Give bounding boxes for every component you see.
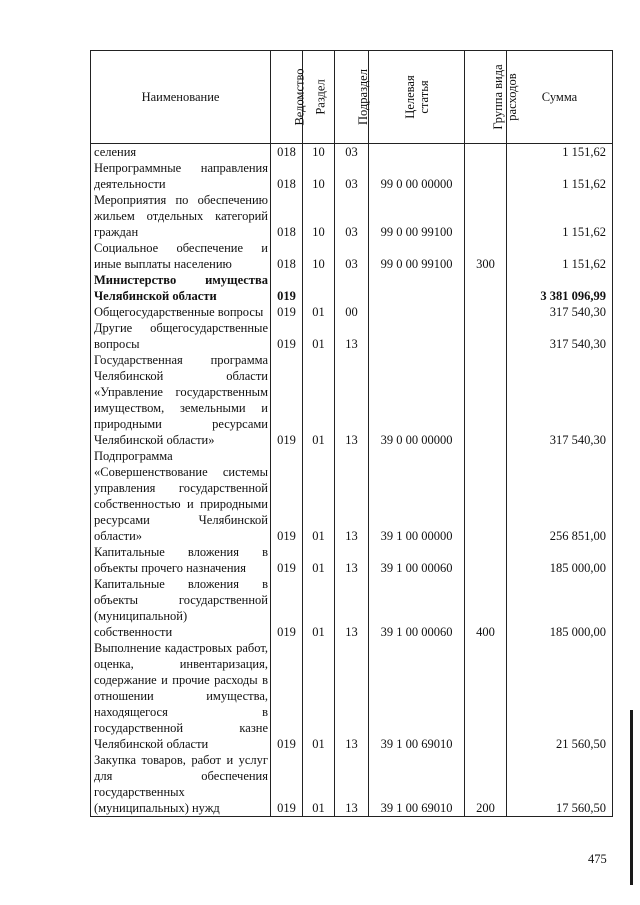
table-row [91,272,613,304]
col-header-celevaya: Целевая статья [369,51,465,144]
cell-ved: 019 [271,352,303,448]
cell-name: Министерство имущества Челябинской области [91,272,271,304]
cell-cs: 39 1 00 00060 [369,576,465,640]
cell-name: Непрограммные направления деятельности [91,160,271,192]
col-header-name: Наименование [91,51,271,144]
cell-cs: 39 1 00 00060 [369,544,465,576]
cell-sum: 185 000,00 [507,544,613,576]
cell-sum: 1 151,62 [507,240,613,272]
cell-gr: 400 [465,576,507,640]
table-row [91,320,613,352]
cell-gr [465,160,507,192]
cell-sum: 17 560,50 [507,752,613,817]
cell-name: Капитальные вложения в объекты прочего назначения [91,544,271,576]
cell-raz: 10 [303,160,335,192]
cell-ved: 018 [271,192,303,240]
cell-pod: 13 [335,576,369,640]
cell-ved: 018 [271,144,303,161]
cell-ved: 019 [271,544,303,576]
cell-ved: 019 [271,640,303,752]
cell-raz: 10 [303,144,335,161]
cell-name: Мероприятия по обеспечению жильем отдельных категорий граждан [91,192,271,240]
cell-ved: 019 [271,304,303,320]
table-header-row [91,51,613,144]
cell-pod: 13 [335,544,369,576]
cell-raz: 10 [303,240,335,272]
cell-gr [465,144,507,161]
col-header-vedomstvo: Ведомство [271,51,303,144]
cell-sum: 21 560,50 [507,640,613,752]
page-number: 475 [588,852,607,866]
cell-pod: 03 [335,192,369,240]
cell-pod: 03 [335,160,369,192]
cell-sum: 1 151,62 [507,144,613,161]
cell-cs: 99 0 00 99100 [369,240,465,272]
cell-name: Другие общегосударственные вопросы [91,320,271,352]
cell-pod: 13 [335,448,369,544]
cell-raz: 10 [303,192,335,240]
cell-ved: 019 [271,320,303,352]
cell-raz: 01 [303,448,335,544]
cell-sum: 1 151,62 [507,192,613,240]
cell-cs: 39 1 00 69010 [369,752,465,817]
cell-gr [465,304,507,320]
table-row [91,160,613,192]
cell-pod: 03 [335,240,369,272]
cell-name: Подпрограмма «Совершенствование системы управления государственной собственностью и природными ресурсами Челябинской области» [91,448,271,544]
cell-sum: 317 540,30 [507,304,613,320]
table-row [91,576,613,640]
cell-name: Социальное обеспечение и иные выплаты населению [91,240,271,272]
table-body [91,144,613,817]
cell-ved: 019 [271,448,303,544]
cell-cs: 99 0 00 00000 [369,160,465,192]
cell-gr: 300 [465,240,507,272]
cell-ved: 019 [271,576,303,640]
cell-cs [369,320,465,352]
cell-cs: 99 0 00 99100 [369,192,465,240]
cell-ved: 019 [271,272,303,304]
cell-gr [465,320,507,352]
col-header-podrazdel: Подраздел [335,51,369,144]
cell-gr [465,448,507,544]
cell-cs [369,304,465,320]
cell-raz: 01 [303,576,335,640]
cell-name: Выполнение кадастровых работ, оценка, инвентаризация, содержание и прочие расходы в отношении имущества, находящегося в государственной казне Челябинской области [91,640,271,752]
cell-cs [369,144,465,161]
cell-cs: 39 1 00 00000 [369,448,465,544]
cell-sum: 317 540,30 [507,352,613,448]
cell-ved: 019 [271,752,303,817]
cell-sum: 317 540,30 [507,320,613,352]
cell-pod: 13 [335,752,369,817]
col-header-gruppa: Группа вида расходов [465,51,507,144]
cell-ved: 018 [271,160,303,192]
cell-ved: 018 [271,240,303,272]
cell-sum: 185 000,00 [507,576,613,640]
table-row [91,544,613,576]
cell-name: Общегосударственные вопросы [91,304,271,320]
cell-gr [465,272,507,304]
table-row [91,192,613,240]
col-header-summa: Сумма [507,51,613,144]
cell-raz: 01 [303,752,335,817]
table-row [91,752,613,817]
cell-raz: 01 [303,640,335,752]
cell-name: Капитальные вложения в объекты государственной (муниципальной) собственности [91,576,271,640]
cell-gr: 200 [465,752,507,817]
cell-cs: 39 1 00 69010 [369,640,465,752]
scan-edge-bar [630,710,633,885]
cell-pod: 03 [335,144,369,161]
cell-pod: 13 [335,320,369,352]
cell-gr [465,544,507,576]
table-row [91,448,613,544]
cell-sum: 3 381 096,99 [507,272,613,304]
cell-sum: 1 151,62 [507,160,613,192]
cell-pod: 13 [335,352,369,448]
cell-gr [465,352,507,448]
table-row [91,352,613,448]
cell-cs [369,272,465,304]
cell-pod [335,272,369,304]
table-row [91,240,613,272]
cell-name: селения [91,144,271,161]
cell-raz [303,272,335,304]
table-row [91,640,613,752]
table-row [91,144,613,161]
cell-name: Закупка товаров, работ и услуг для обеспечения государственных (муниципальных) нужд [91,752,271,817]
cell-gr [465,640,507,752]
cell-raz: 01 [303,544,335,576]
cell-cs: 39 0 00 00000 [369,352,465,448]
cell-name: Государственная программа Челябинской области «Управление государственным имуществом, земельными и природными ресурсами Челябинской области» [91,352,271,448]
cell-raz: 01 [303,320,335,352]
cell-pod: 00 [335,304,369,320]
cell-sum: 256 851,00 [507,448,613,544]
col-header-razdel: Раздел [303,51,335,144]
cell-raz: 01 [303,352,335,448]
cell-raz: 01 [303,304,335,320]
cell-pod: 13 [335,640,369,752]
table-row [91,304,613,320]
budget-table [90,50,613,817]
cell-gr [465,192,507,240]
